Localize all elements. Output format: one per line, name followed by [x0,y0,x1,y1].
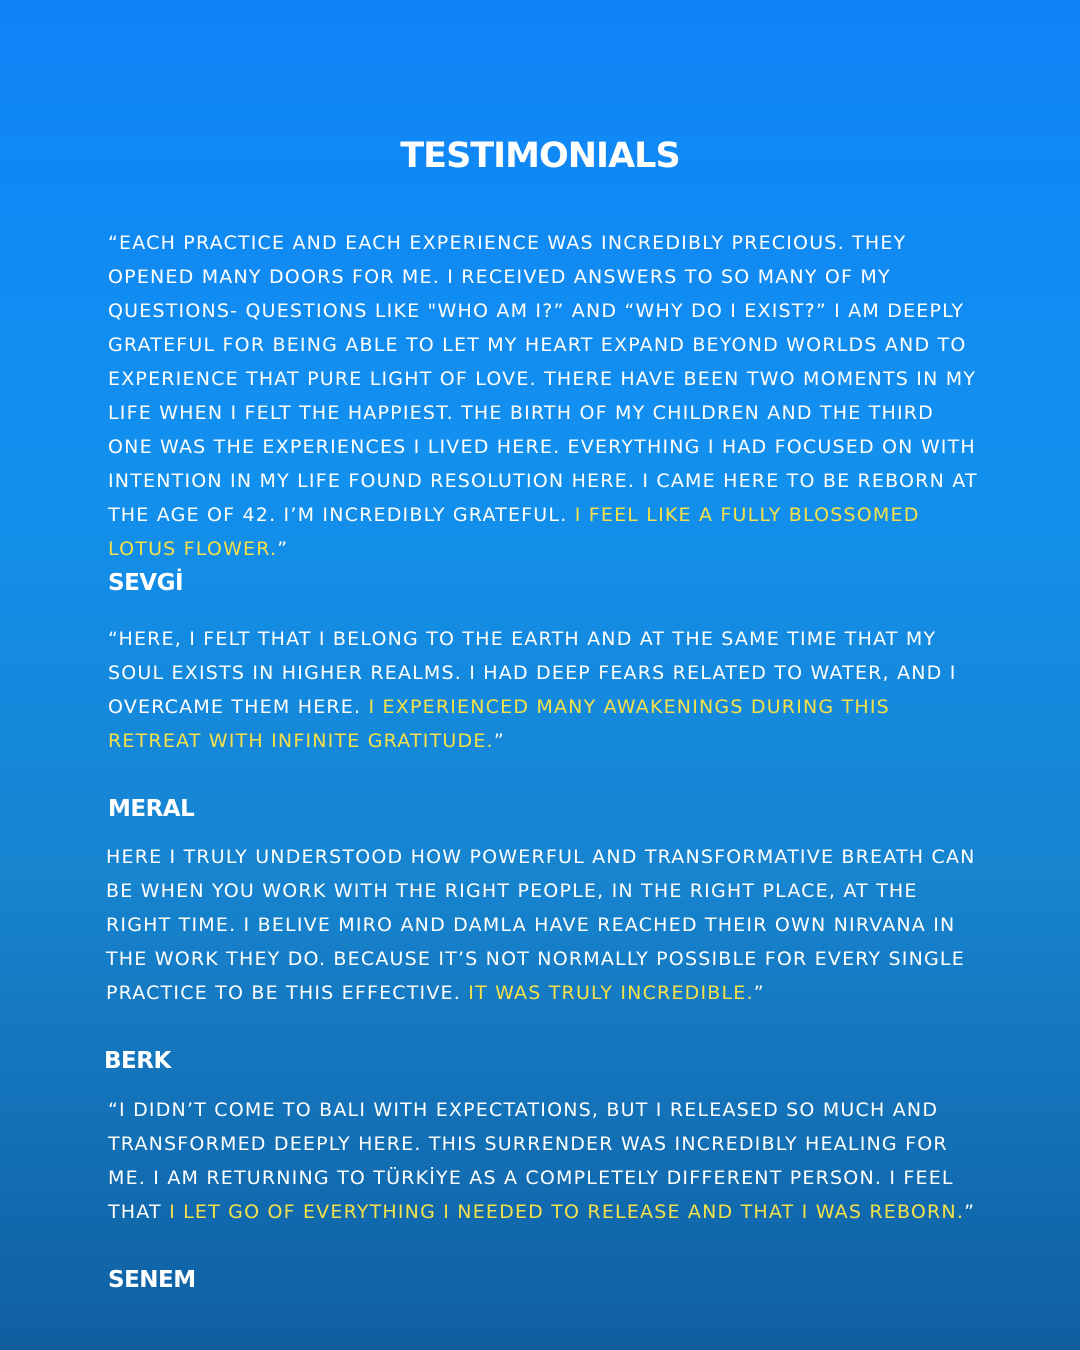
testimonial-author-4: SENEM [108,1267,196,1293]
quote-highlight: IT WAS TRULY INCREDIBLE. [468,982,754,1004]
quote-closing: ” [277,538,289,560]
testimonial-quote-4 [108,1093,978,1229]
quote-closing: ” [753,982,765,1004]
quote-highlight: I FEEL LIKE A FULLY BLOSSOMED LOTUS FLOWER. [108,504,920,560]
quote-closing: ” [493,730,505,752]
quote-closing: ” [964,1201,976,1223]
testimonial-author-1: SEVGİ [108,570,184,596]
quote-highlight: I EXPERIENCED MANY AWAKENINGS DURING THIS RETREAT WITH INFINITE GRATITUDE. [108,696,890,752]
quote-highlight: I LET GO OF EVERYTHING I NEEDED TO RELEASE AND THAT I WAS REBORN. [169,1201,965,1223]
testimonial-author-3: BERK [104,1048,171,1074]
page-title: TESTIMONIALS [400,136,680,176]
testimonial-quote-3 [106,840,976,1010]
testimonial-quote-1 [108,226,978,566]
quote-text: “EACH PRACTICE AND EACH EXPERIENCE WAS INCREDIBLY PRECIOUS. THEY OPENED MANY DOORS FOR ME. I RECEIVED ANSWERS TO SO MANY OF MY QUESTIONS- QUESTIONS LIKE "WHO AM I?” AND “WHY DO I EXIST?” I AM DEEPLY GRATEFUL FOR BEING ABLE TO LET MY HEART EXPAND BEYOND WORLDS AND TO EXPERIENCE THAT PURE LIGHT OF LOVE. THERE HAVE BEEN TWO MOMENTS IN MY LIFE WHEN I FELT THE HAPPIEST. THE BIRTH OF MY CHILDREN AND THE THIRD ONE WAS THE EXPERIENCES I LIVED HERE. EVERYTHING I HAD FOCUSED ON WITH INTENTION IN MY LIFE FOUND RESOLUTION HERE. I CAME HERE TO BE REBORN AT THE AGE OF 42. I’M INCREDIBLY GRATEFUL. [108,232,978,526]
testimonial-quote-2 [108,622,978,758]
quote-text: HERE I TRULY UNDERSTOOD HOW POWERFUL AND TRANSFORMATIVE BREATH CAN BE WHEN YOU WORK WITH THE RIGHT PEOPLE, IN THE RIGHT PLACE, AT THE RIGHT TIME. I BELIVE MIRO AND DAMLA HAVE REACHED THEIR OWN NIRVANA IN THE WORK THEY DO. BECAUSE IT’S NOT NORMALLY POSSIBLE FOR EVERY SINGLE PRACTICE TO BE THIS EFFECTIVE. [106,846,976,1004]
testimonial-author-2: MERAL [108,796,195,822]
quote-text: “I DIDN’T COME TO BALI WITH EXPECTATIONS, BUT I RELEASED SO MUCH AND TRANSFORMED DEEPLY HERE. THIS SURRENDER WAS INCREDIBLY HEALING FOR ME. I AM RETURNING TO TÜRKİYE AS A COMPLETELY DIFFERENT PERSON. I FEEL THAT [108,1099,954,1223]
quote-text: “HERE, I FELT THAT I BELONG TO THE EARTH AND AT THE SAME TIME THAT MY SOUL EXISTS IN HIGHER REALMS. I HAD DEEP FEARS RELATED TO WATER, AND I OVERCAME THEM HERE. [108,628,957,718]
